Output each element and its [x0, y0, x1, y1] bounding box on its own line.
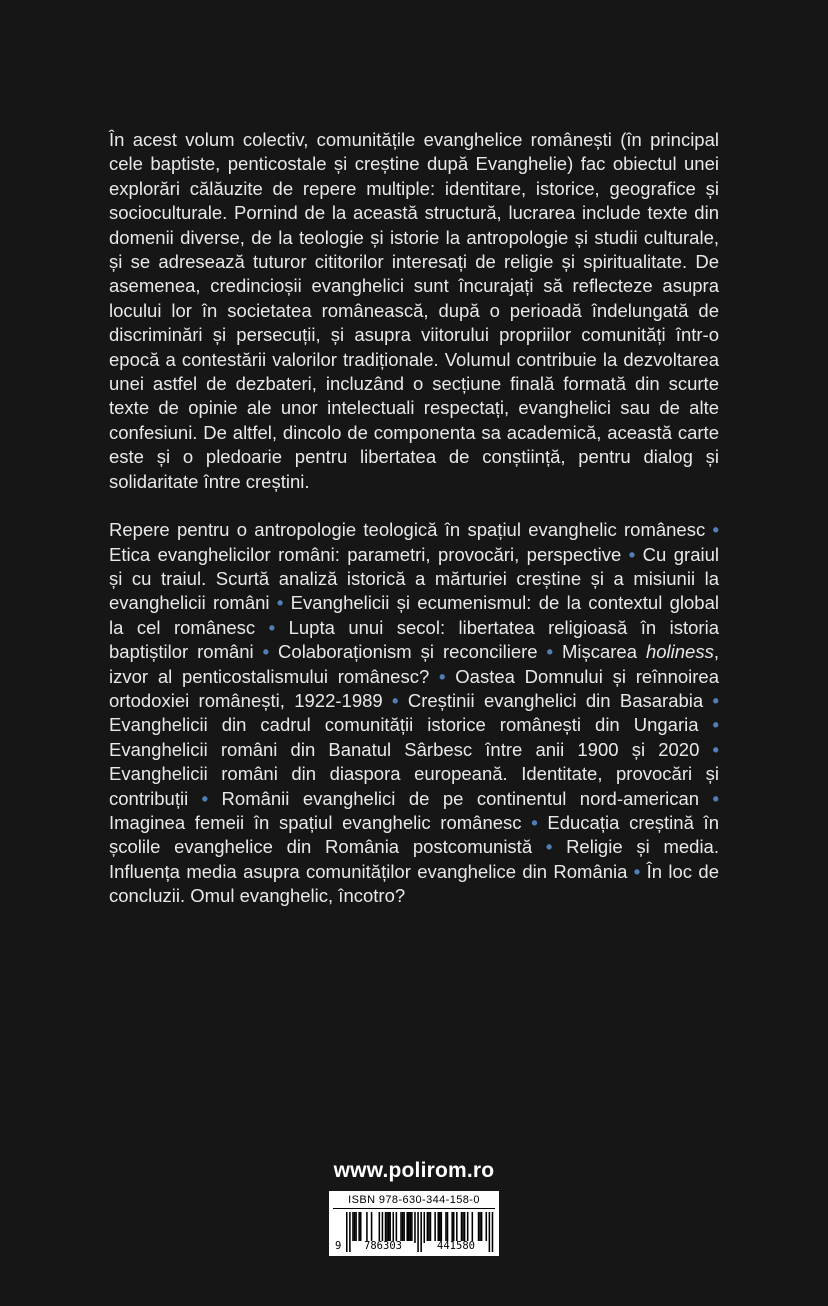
publisher-website: www.polirom.ro [333, 1159, 495, 1182]
barcode-digit-group-right: 441580 [425, 1241, 487, 1252]
contents-item: Evanghelicii și ecumenismul: de la contextul global la cel românesc [109, 592, 719, 638]
contents-paragraph [109, 518, 719, 909]
contents-item: Creștinii evanghelici din Basarabia [407, 689, 704, 711]
bullet-separator: • [188, 787, 222, 809]
bullet-separator: • [699, 787, 719, 809]
bullet-separator: • [627, 860, 647, 882]
bullet-separator: • [703, 689, 719, 711]
bullet-separator: • [698, 714, 719, 736]
contents-item: Cu graiul și cu traiul. Scurtă analiză istorică a mărturiei creștine și a misiunii la evanghelicii români [109, 543, 719, 614]
contents-item: Evanghelicii români din diaspora europeană. Identitate, provocări și contribuții [109, 763, 719, 809]
bullet-separator: • [537, 641, 562, 663]
bullet-separator: • [621, 543, 643, 565]
contents-item: Evanghelicii din cadrul comunității istorice românești din Ungaria [109, 714, 699, 736]
contents-item: Mișcarea holiness, izvor al penticostalismului românesc? [109, 641, 719, 687]
bullet-separator: • [699, 738, 719, 760]
contents-item: Oastea Domnului și reînnoirea ortodoxiei românești, 1922-1989 [109, 665, 719, 711]
contents-item: Colaboraționism și reconciliere [278, 641, 538, 663]
bullet-separator: • [269, 592, 291, 614]
bullet-separator: • [253, 641, 279, 663]
contents-item: În loc de concluzii. Omul evanghelic, încotro? [109, 860, 719, 907]
bullet-separator: • [521, 811, 548, 833]
isbn-barcode-block [329, 1191, 499, 1256]
barcode [334, 1212, 494, 1252]
bullet-separator: • [382, 689, 408, 711]
back-cover-text [109, 128, 719, 909]
bullet-separator: • [532, 836, 567, 858]
contents-item: Educația creștină în școlile evanghelice din România postcomunistă [109, 811, 719, 858]
barcode-digit-group-left: 786303 [352, 1241, 414, 1252]
bullet-separator: • [429, 665, 456, 687]
contents-item: Etica evanghelicilor români: parametri, provocări, perspective [109, 543, 622, 565]
contents-item: Lupta unui secol: libertatea religioasă în istoria baptiștilor români [109, 616, 719, 663]
contents-item: Evanghelicii români din Banatul Sârbesc între anii 1900 și 2020 [109, 738, 700, 760]
contents-item: Imaginea femeii în spațiul evanghelic românesc [109, 811, 522, 833]
contents-item: Religie și media. Influența media asupra comunităților evanghelice din România [109, 836, 719, 882]
bullet-separator: • [705, 519, 719, 541]
isbn-label: ISBN 978-630-344-158-0 [333, 1194, 495, 1209]
contents-item: Repere pentru o antropologie teologică în spațiul evanghelic românesc [109, 519, 706, 541]
barcode-digit-first: 9 [335, 1240, 342, 1252]
contents-item: Românii evanghelici de pe continentul nord-american [221, 787, 700, 809]
bullet-separator: • [255, 616, 289, 638]
synopsis-paragraph: În acest volum colectiv, comunitățile evanghelice românești (în principal cele baptiste, penticostale și creștine după Evanghelie) fac obiectul unei explorări călăuzite de repere multiple: identitare, istorice, geografice și socioculturale. Pornind de la această structură, lucrarea include texte din domenii diverse, de la teologie și istorie la antropologie și studii culturale, și se adresează tuturor cititorilor interesați de religie și spiritualitate. De asemenea, credincioșii evanghelici sunt încurajați să reflecteze asupra locului lor în societatea românească, după o perioadă îndelungată de discriminări și persecuții, și asupra viitorului propriilor comunități într-o epocă a contestării valorilor tradiționale. Volumul contribuie la dezvoltarea unei astfel de dezbateri, incluzând o secțiune finală formată din scurte texte de opinie ale unor intelectuali respectați, evanghelici sau de alte confesiuni. De altfel, dincolo de componenta sa academică, această carte este și o pledoarie pentru libertatea de conștiință, pentru dialog și solidaritate între creștini. [109, 129, 719, 492]
